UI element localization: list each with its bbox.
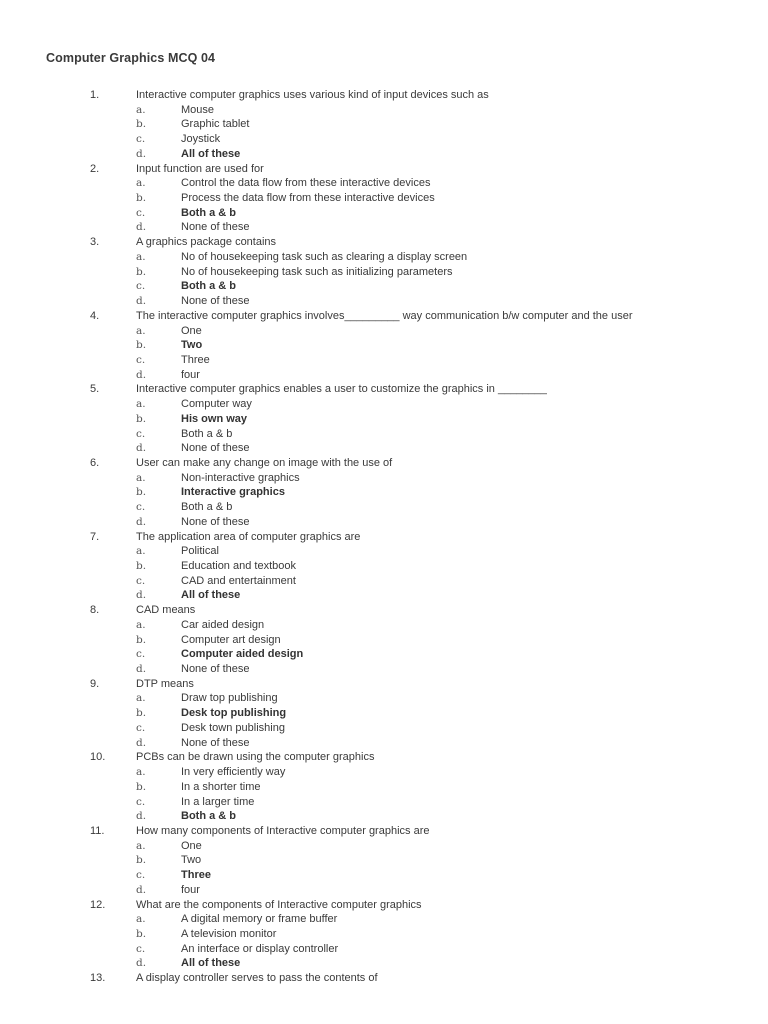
option-row <box>0 780 768 795</box>
option-row <box>0 853 768 868</box>
question-text: The interactive computer graphics involves_________ way communication b/w computer and the user <box>136 309 633 322</box>
option-row <box>0 471 768 486</box>
question-row <box>0 456 768 471</box>
option-text: Car aided design <box>181 618 265 631</box>
question-row <box>0 898 768 913</box>
option-text: Draw top publishing <box>181 692 278 705</box>
question-number: 9. <box>90 677 100 690</box>
option-letter: d. <box>136 147 147 160</box>
question-number: 12. <box>90 898 106 911</box>
option-row <box>0 324 768 339</box>
option-row <box>0 765 768 780</box>
question-row <box>0 162 768 177</box>
option-row <box>0 265 768 280</box>
option-text: Both a & b <box>181 501 233 514</box>
option-row <box>0 279 768 294</box>
option-text: Desk town publishing <box>181 721 285 734</box>
option-row <box>0 618 768 633</box>
option-row <box>0 117 768 132</box>
question-text: A graphics package contains <box>136 236 277 249</box>
option-text-correct: All of these <box>181 589 241 602</box>
option-letter: a. <box>136 177 146 190</box>
question-number: 13. <box>90 972 106 985</box>
option-text: None of these <box>181 442 250 455</box>
option-text-correct: Interactive graphics <box>181 486 285 499</box>
option-letter: b. <box>136 265 147 278</box>
option-text: Control the data flow from these interactive devices <box>181 177 431 190</box>
option-row <box>0 544 768 559</box>
option-row <box>0 485 768 500</box>
option-text: four <box>181 368 200 381</box>
option-row <box>0 927 768 942</box>
option-text: Mouse <box>181 103 215 116</box>
option-text: In very efficiently way <box>181 766 286 779</box>
option-row <box>0 942 768 957</box>
option-row <box>0 397 768 412</box>
option-row <box>0 736 768 751</box>
option-letter: d. <box>136 810 147 823</box>
option-letter: d. <box>136 221 147 234</box>
question-row <box>0 88 768 103</box>
question-row <box>0 677 768 692</box>
page-title: Computer Graphics MCQ 04 <box>46 51 216 65</box>
question-text: Interactive computer graphics uses various kind of input devices such as <box>136 89 489 101</box>
option-letter: a. <box>136 324 146 337</box>
option-letter: d. <box>136 589 147 602</box>
option-row <box>0 427 768 442</box>
option-letter: d. <box>136 442 147 455</box>
option-row <box>0 706 768 721</box>
question-row <box>0 382 768 397</box>
option-letter: b. <box>136 854 147 867</box>
question-row <box>0 971 768 986</box>
option-text: Graphic tablet <box>181 118 250 131</box>
option-letter: d. <box>136 736 147 749</box>
question-number: 1. <box>90 89 100 101</box>
option-letter: b. <box>136 707 147 720</box>
option-text: A digital memory or frame buffer <box>181 913 338 926</box>
option-text: Non-interactive graphics <box>181 471 300 484</box>
option-letter: c. <box>136 353 146 366</box>
option-row <box>0 633 768 648</box>
option-row <box>0 956 768 971</box>
question-text: A display controller serves to pass the contents of <box>136 972 378 985</box>
option-text-correct: All of these <box>181 147 241 160</box>
question-number: 10. <box>90 751 106 764</box>
option-text: Process the data flow from these interactive devices <box>181 192 435 205</box>
option-letter: c. <box>136 869 146 882</box>
option-row <box>0 883 768 898</box>
option-row <box>0 500 768 515</box>
question-text: What are the components of Interactive computer graphics <box>136 898 422 911</box>
option-text-correct: Desk top publishing <box>181 707 287 720</box>
option-row <box>0 721 768 736</box>
option-letter: a. <box>136 250 146 263</box>
option-text: One <box>181 839 202 852</box>
option-letter: c. <box>136 133 146 146</box>
option-text: One <box>181 324 202 337</box>
option-row <box>0 353 768 368</box>
option-letter: a. <box>136 398 146 411</box>
option-letter: d. <box>136 883 147 896</box>
option-row <box>0 912 768 927</box>
option-row <box>0 809 768 824</box>
option-text: In a shorter time <box>181 780 261 793</box>
option-row <box>0 191 768 206</box>
question-row <box>0 824 768 839</box>
option-text: Computer way <box>181 398 252 411</box>
option-letter: b. <box>136 118 147 131</box>
option-text-correct: Two <box>181 339 203 352</box>
option-letter: d. <box>136 957 147 970</box>
option-row <box>0 147 768 162</box>
option-letter: b. <box>136 339 147 352</box>
option-row <box>0 441 768 456</box>
option-text: None of these <box>181 663 250 676</box>
option-row <box>0 412 768 427</box>
option-letter: a. <box>136 618 146 631</box>
option-row <box>0 662 768 677</box>
question-number: 2. <box>90 162 100 175</box>
option-row <box>0 574 768 589</box>
question-row <box>0 530 768 545</box>
option-text: Joystick <box>181 133 221 146</box>
question-text: PCBs can be drawn using the computer graphics <box>136 751 375 764</box>
question-number: 11. <box>90 824 105 837</box>
option-text: No of housekeeping task such as initializing parameters <box>181 265 453 278</box>
option-row <box>0 691 768 706</box>
question-text: Input function are used for <box>136 162 264 175</box>
option-text: Education and textbook <box>181 560 296 572</box>
option-letter: b. <box>136 560 147 572</box>
question-number: 5. <box>90 383 100 396</box>
option-text: CAD and entertainment <box>181 574 296 587</box>
option-letter: c. <box>136 795 146 808</box>
option-text: None of these <box>181 736 250 749</box>
option-row <box>0 647 768 662</box>
option-letter: b. <box>136 780 147 793</box>
option-letter: c. <box>136 721 146 734</box>
option-text: A television monitor <box>181 927 277 940</box>
option-row <box>0 515 768 530</box>
question-row <box>0 309 768 324</box>
option-letter: b. <box>136 633 147 646</box>
option-text-correct: Computer aided design <box>181 648 304 661</box>
option-text-correct: Both a & b <box>181 810 236 823</box>
option-letter: b. <box>136 486 147 499</box>
option-letter: b. <box>136 192 147 205</box>
option-text: four <box>181 883 200 896</box>
option-text-correct: His own way <box>181 412 248 425</box>
option-row <box>0 588 768 603</box>
option-letter: a. <box>136 103 146 116</box>
option-text-correct: Both a & b <box>181 280 236 293</box>
option-text: None of these <box>181 221 250 234</box>
option-row <box>0 176 768 191</box>
option-row <box>0 795 768 810</box>
option-letter: d. <box>136 295 147 308</box>
question-number: 7. <box>90 530 100 543</box>
option-row <box>0 368 768 383</box>
question-text: DTP means <box>136 677 194 690</box>
option-text: Political <box>181 545 219 558</box>
option-text: None of these <box>181 515 250 528</box>
question-text: CAD means <box>136 604 196 617</box>
question-text: How many components of Interactive computer graphics are <box>136 824 430 837</box>
option-text-correct: Both a & b <box>181 206 236 219</box>
option-text: Two <box>181 854 202 867</box>
question-number: 6. <box>90 456 100 469</box>
option-letter: c. <box>136 280 146 293</box>
option-row <box>0 103 768 118</box>
option-text-correct: All of these <box>181 957 241 970</box>
option-letter: a. <box>136 471 146 484</box>
option-letter: a. <box>136 839 146 852</box>
option-row <box>0 868 768 883</box>
option-row <box>0 250 768 265</box>
option-letter: c. <box>136 427 146 440</box>
option-text: An interface or display controller <box>181 942 339 955</box>
option-letter: c. <box>136 574 146 587</box>
question-number: 4. <box>90 309 100 322</box>
option-letter: d. <box>136 368 147 381</box>
option-letter: a. <box>136 766 146 779</box>
option-letter: d. <box>136 515 147 528</box>
option-text: No of housekeeping task such as clearing a display screen <box>181 250 468 263</box>
option-text-correct: Three <box>181 869 211 882</box>
question-row <box>0 603 768 618</box>
option-text: Three <box>181 353 210 366</box>
option-letter: d. <box>136 663 147 676</box>
option-row <box>0 132 768 147</box>
question-list <box>0 88 768 986</box>
option-row <box>0 559 768 574</box>
question-number: 8. <box>90 604 100 617</box>
option-letter: c. <box>136 501 146 514</box>
question-text: Interactive computer graphics enables a user to customize the graphics in ________ <box>136 383 547 396</box>
option-letter: c. <box>136 206 146 219</box>
option-row <box>0 839 768 854</box>
question-row <box>0 750 768 765</box>
option-letter: a. <box>136 545 146 558</box>
option-letter: c. <box>136 648 146 661</box>
option-row <box>0 220 768 235</box>
option-letter: a. <box>136 692 146 705</box>
option-row <box>0 206 768 221</box>
option-row <box>0 294 768 309</box>
question-text: User can make any change on image with the use of <box>136 456 393 469</box>
option-text: Computer art design <box>181 633 281 646</box>
option-letter: a. <box>136 913 146 926</box>
question-text: The application area of computer graphics are <box>136 530 361 543</box>
option-text: None of these <box>181 295 250 308</box>
question-number: 3. <box>90 236 100 249</box>
option-text: In a larger time <box>181 795 255 808</box>
question-row <box>0 235 768 250</box>
option-text: Both a & b <box>181 427 233 440</box>
option-letter: c. <box>136 942 146 955</box>
option-letter: b. <box>136 927 147 940</box>
option-letter: b. <box>136 412 147 425</box>
option-row <box>0 338 768 353</box>
